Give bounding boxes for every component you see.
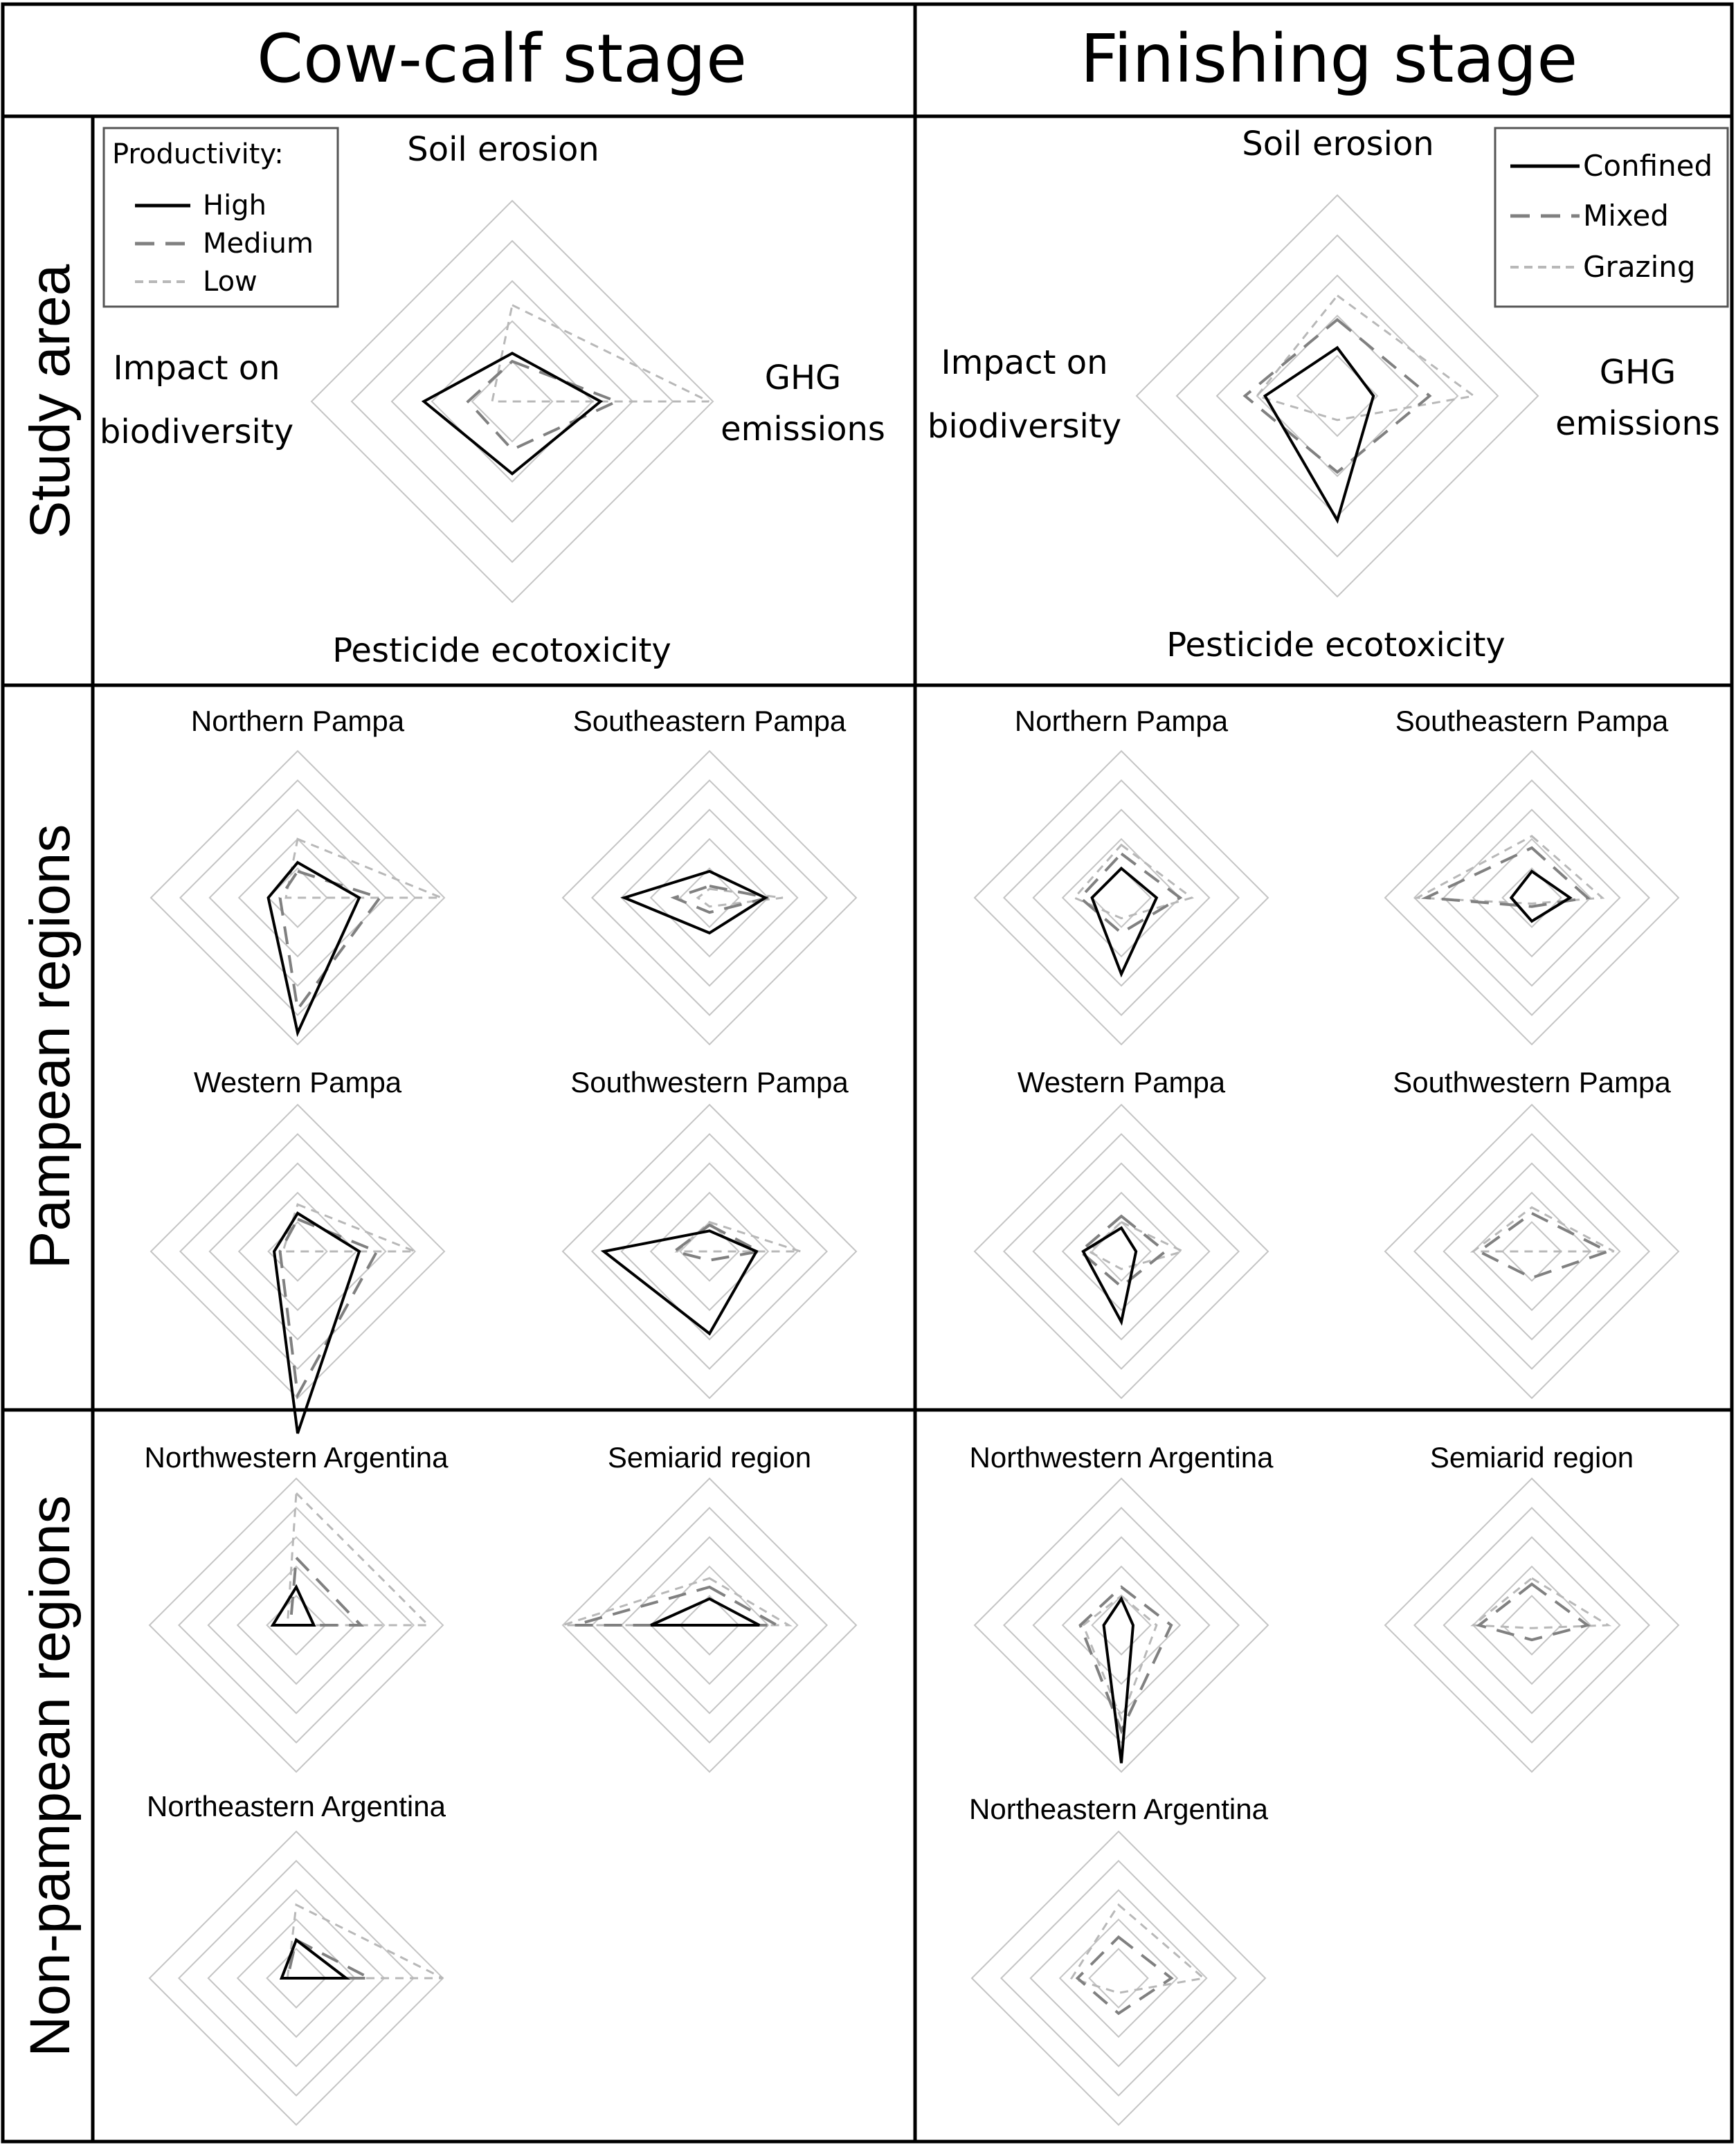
legend-label-medium: Medium	[203, 228, 314, 260]
axis-label-ghg-2: emissions	[1555, 404, 1720, 443]
radar-cow-northern-pampa	[151, 705, 444, 1044]
header-cow-calf: Cow-calf stage	[257, 20, 747, 98]
radar-cow-southwestern-pampa	[563, 1066, 856, 1398]
series-high	[651, 1599, 759, 1625]
axis-label-biodiversity-1: Impact on	[113, 349, 280, 388]
grid-ring-3	[622, 1164, 797, 1339]
axis-label-soil-erosion: Soil erosion	[1242, 125, 1434, 163]
axis-label-biodiversity-2: biodiversity	[927, 407, 1122, 446]
grid-ring-5	[1385, 1478, 1679, 1772]
grid-ring-2	[239, 1193, 356, 1310]
grid-ring-5	[311, 201, 713, 602]
row-label-non-pampean: Non-pampean regions	[19, 1495, 82, 2057]
grid-ring-4	[1004, 780, 1238, 1015]
series-high	[624, 871, 766, 933]
series-low	[287, 1493, 428, 1625]
grid-ring-4	[1414, 1508, 1649, 1742]
chart-title: Northern Pampa	[190, 705, 405, 737]
series-grazing	[1473, 1578, 1608, 1628]
series-low	[287, 1905, 443, 1978]
legend-label-high: High	[203, 190, 266, 221]
series-medium	[287, 1940, 370, 1978]
grid-ring-1	[1503, 1596, 1562, 1655]
chart-title: Western Pampa	[1017, 1066, 1226, 1098]
chart-title: Southwestern Pampa	[1393, 1066, 1671, 1098]
radar-cow-western-pampa	[151, 1066, 444, 1433]
grid-ring-5	[563, 751, 856, 1044]
grid-ring-4	[1414, 780, 1649, 1015]
legend-label-low: Low	[203, 266, 257, 298]
series-low	[492, 305, 709, 401]
row-label-study-area: Study area	[19, 264, 82, 539]
axis-label-ghg-1: GHG	[1599, 353, 1676, 392]
radar-fin-southwestern-pampa	[1385, 1066, 1679, 1398]
grid-ring-3	[622, 810, 797, 986]
grid-ring-4	[352, 241, 673, 562]
chart-title: Semiarid region	[1429, 1441, 1634, 1474]
grid-ring-5	[151, 1105, 444, 1398]
series-mixed	[1081, 1216, 1166, 1287]
grid-ring-3	[1033, 810, 1209, 986]
radar-cow-northwestern-argentina	[145, 1441, 449, 1772]
axis-label-soil-erosion: Soil erosion	[407, 130, 599, 169]
grid-ring-5	[972, 1831, 1265, 2125]
legend-label-grazing: Grazing	[1583, 250, 1696, 284]
chart-title: Northeastern Argentina	[969, 1793, 1268, 1825]
radar-fin-northwestern-argentina	[970, 1441, 1274, 1772]
grid-ring-3	[1217, 275, 1458, 516]
grid-ring-2	[432, 321, 593, 482]
chart-title: Southwestern Pampa	[570, 1066, 849, 1098]
chart-title: Northwestern Argentina	[144, 1441, 449, 1474]
grid-ring-3	[1033, 1537, 1209, 1713]
radar-fin-semiarid-region	[1385, 1441, 1679, 1772]
grid-ring-2	[1473, 839, 1591, 957]
axis-label-ghg-1: GHG	[764, 359, 842, 397]
series-grazing	[1418, 836, 1602, 904]
grid-ring-5	[975, 1105, 1268, 1398]
grid-ring-2	[1063, 1193, 1180, 1310]
grid-ring-2	[1063, 839, 1180, 957]
series-mixed	[1426, 848, 1587, 907]
grid-ring-3	[392, 281, 633, 522]
radar-cow-semiarid-region	[563, 1441, 856, 1772]
axis-label-pesticide: Pesticide ecotoxicity	[332, 631, 671, 670]
grid-ring-4	[1177, 235, 1498, 556]
chart-title: Semiarid region	[607, 1441, 812, 1474]
grid-ring-4	[1004, 1508, 1238, 1742]
grid-ring-2	[651, 839, 768, 957]
axis-label-biodiversity-2: biodiversity	[99, 413, 294, 451]
chart-title: Western Pampa	[193, 1066, 402, 1098]
chart-title: Southeastern Pampa	[572, 705, 847, 737]
grid-ring-4	[1001, 1861, 1236, 2095]
grid-ring-2	[1257, 316, 1418, 476]
radar-fin-northeastern-argentina	[969, 1793, 1269, 2125]
radar-cow-southeastern-pampa	[563, 705, 856, 1044]
series-confined	[1092, 869, 1157, 975]
row-label-pampean: Pampean regions	[19, 824, 82, 1269]
chart-title: Southeastern Pampa	[1395, 705, 1669, 737]
legend-title: Productivity:	[112, 138, 284, 170]
legend-label-confined: Confined	[1583, 149, 1713, 183]
axis-label-biodiversity-1: Impact on	[941, 343, 1108, 382]
radar-fin-northern-pampa	[975, 705, 1268, 1044]
chart-title: Northern Pampa	[1014, 705, 1229, 737]
grid-ring-5	[975, 751, 1268, 1044]
radar-fin-western-pampa	[975, 1066, 1268, 1398]
axis-label-ghg-2: emissions	[721, 410, 885, 449]
axis-label-pesticide: Pesticide ecotoxicity	[1166, 626, 1506, 664]
series-high	[424, 353, 600, 473]
legend-finishing	[1495, 128, 1728, 307]
grid-ring-3	[1031, 1890, 1206, 2066]
chart-title: Northeastern Argentina	[147, 1790, 446, 1822]
series-medium	[280, 871, 380, 1009]
radar-fin-study-area	[1137, 195, 1538, 597]
series-mixed	[1479, 1584, 1588, 1640]
grid-ring-3	[1033, 1164, 1209, 1339]
grid-ring-4	[1004, 1134, 1238, 1368]
legend-label-mixed: Mixed	[1583, 199, 1669, 233]
series-high	[274, 1213, 359, 1433]
legend-cow-calf	[104, 128, 338, 307]
radar-cow-study-area	[311, 201, 713, 602]
series-confined	[1511, 871, 1570, 921]
grid-ring-4	[180, 780, 415, 1015]
series-high	[269, 862, 359, 1033]
header-finishing: Finishing stage	[1080, 20, 1578, 98]
radar-fin-southeastern-pampa	[1385, 705, 1679, 1044]
radar-cow-northeastern-argentina	[147, 1790, 446, 2125]
grid-ring-5	[1137, 195, 1538, 597]
chart-title: Northwestern Argentina	[969, 1441, 1274, 1474]
